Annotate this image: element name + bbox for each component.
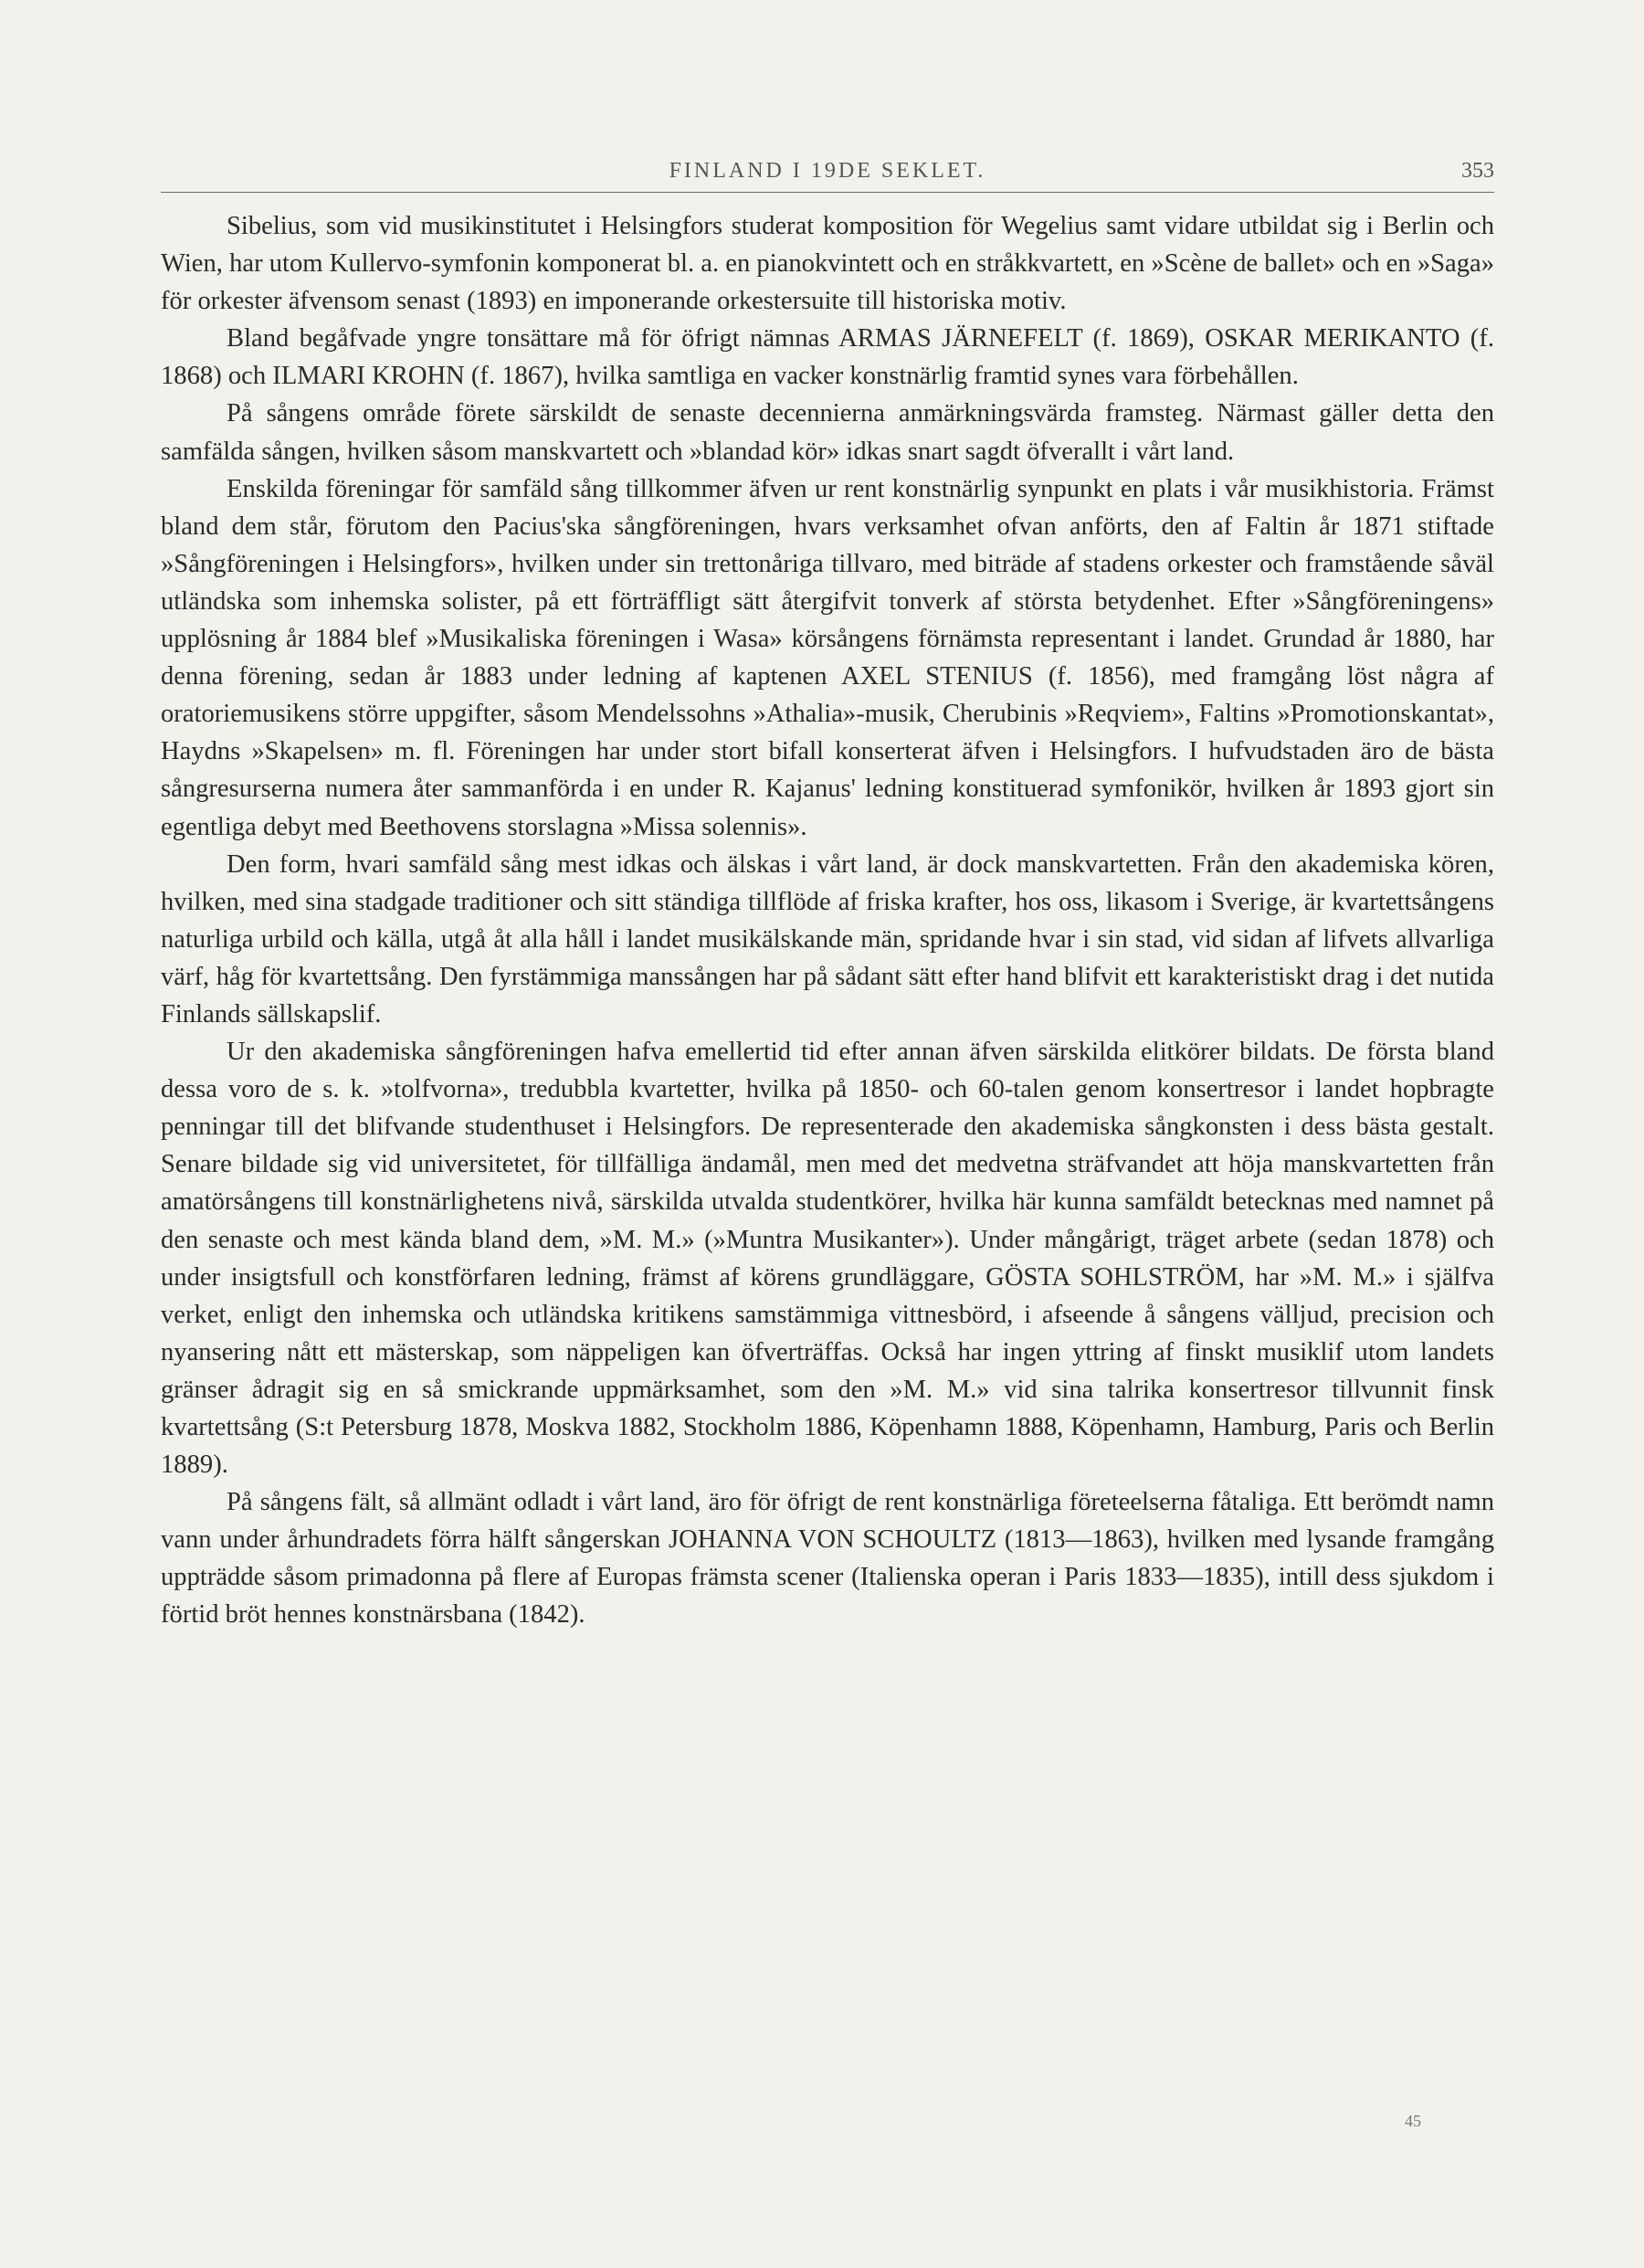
page-header	[161, 155, 1494, 193]
paragraph: Enskilda föreningar för samfäld sång tillkommer äfven ur rent konstnärlig synpunkt en plats i vår musikhistoria. Främst bland dem står, förutom den Pacius'ska sångföreningen, hvars verksamhet ofvan anförts, den af Faltin år 1871 stiftade »Sångföreningen i Helsingfors», hvilken under sin trettonåriga tillvaro, med biträde af stadens orkester och framstående såväl utländska som inhemska solister, på ett förträffligt sätt återgifvit tonverk af största betydenhet. Efter »Sångföreningens» upplösning år 1884 blef »Musikaliska föreningen i Wasa» körsångens förnämsta representant i landet. Grundad år 1880, har denna förening, sedan år 1883 under ledning af kaptenen AXEL STENIUS (f. 1856), med framgång löst några af oratoriemusikens större uppgifter, såsom Mendelssohns »Athalia»-musik, Cherubinis »Reqviem», Faltins »Promotionskantat», Haydns »Skapelsen» m. fl. Föreningen har under stort bifall konserterat äfven i Helsingfors. I hufvudstaden äro de bästa sångresurserna numera åter sammanförda i en under R. Kajanus' ledning konstituerad symfonikör, hvilken år 1893 gjort sin egentliga debyt med Beethovens storslagna »Missa solennis».	[161, 474, 1494, 841]
paragraph: Ur den akademiska sångföreningen hafva emellertid tid efter annan äfven särskilda elitkörer bildats. De första bland dessa voro de s. k. »tolfvorna», tredubbla kvartetter, hvilka på 1850- och 60-talen genom konsertresor i landet hopbragte penningar till det blifvande studenthuset i Helsingfors. De representerade den akademiska sångkonsten i dess bästa gestalt. Senare bildade sig vid universitetet, för tillfälliga ändamål, men med det medvetna sträfvandet att höja manskvartetten från amatörsångens till konstnärlighetens nivå, särskilda utvalda studentkörer, hvilka här kunna samfäldt betecknas med namnet på den senaste och mest kända bland dem, »M. M.» (»Muntra Musikanter»). Under mångårigt, träget arbete (sedan 1878) och under insigtsfull och konstförfaren ledning, främst af körens grundläggare, GÖSTA SOHLSTRÖM, har »M. M.» i själfva verket, enligt den inhemska och utländska kritikens samstämmiga vittnesbörd, i afseende å sångens välljud, precision och nyansering nått ett mästerskap, som näppeligen kan öfverträffas. Också har ingen yttring af finskt musiklif utom landets gränser ådragit sig en så smickrande uppmärksamhet, som den »M. M.» vid sina talrika konsertresor tillvunnit finsk kvartettsång (S:t Petersburg 1878, Moskva 1882, Stockholm 1886, Köpenhamn 1888, Köpenhamn, Hamburg, Paris och Berlin 1889).	[161, 1038, 1494, 1480]
printer-signature: 45	[1405, 2112, 1421, 2130]
paragraph: På sångens område förete särskildt de senaste decennierna anmärkningsvärda framsteg. Närmast gäller detta den samfälda sången, hvilken såsom manskvartett och »blandad kör» idkas snart sagdt öfverallt i vårt land.	[161, 399, 1494, 466]
book-page	[161, 155, 1494, 1634]
paragraph: På sångens fält, så allmänt odladt i vårt land, äro för öfrigt de rent konstnärliga företeelserna fåtaliga. Ett berömdt namn vann under århundradets förra hälft sångerskan JOHANNA VON SCHOULTZ (1813—1863), hvilken med lysande framgång uppträdde såsom primadonna på flere af Europas främsta scener (Italienska operan i Paris 1833—1835), intill dess sjukdom i förtid bröt hennes konstnärsbana (1842).	[161, 1488, 1494, 1630]
body-text	[161, 207, 1494, 1634]
running-title: FINLAND I 19DE SEKLET.	[669, 159, 986, 183]
paragraph: Bland begåfvade yngre tonsättare må för öfrigt nämnas ARMAS JÄRNEFELT (f. 1869), OSKAR MERIKANTO (f. 1868) och ILMARI KROHN (f. 1867), hvilka samtliga en vacker konstnärlig framtid synes vara förbehållen.	[161, 324, 1494, 391]
page-number: 353	[1461, 159, 1494, 183]
paragraph: Den form, hvari samfäld sång mest idkas och älskas i vårt land, är dock manskvartetten. Från den akademiska kören, hvilken, med sina stadgade traditioner och sitt ständiga tillflöde af friska krafter, hos oss, likasom i Sverige, är kvartettsångens naturliga urbild och källa, utgå åt alla håll i landet musikälskande män, spridande hvar i sin stad, vid sidan af lifvets allvarliga värf, håg för kvartettsång. Den fyrstämmiga manssången har på sådant sätt efter hand blifvit ett karakteristiskt drag i det nutida Finlands sällskapslif.	[161, 849, 1494, 1029]
paragraph: Sibelius, som vid musikinstitutet i Helsingfors studerat komposition för Wegelius samt vidare utbildat sig i Berlin och Wien, har utom Kullervo-symfonin komponerat bl. a. en pianokvintett och en stråkkvartett, en »Scène de ballet» och en »Saga» för orkester äfvensom senast (1893) en imponerande orkestersuite till historiska motiv.	[161, 212, 1494, 316]
